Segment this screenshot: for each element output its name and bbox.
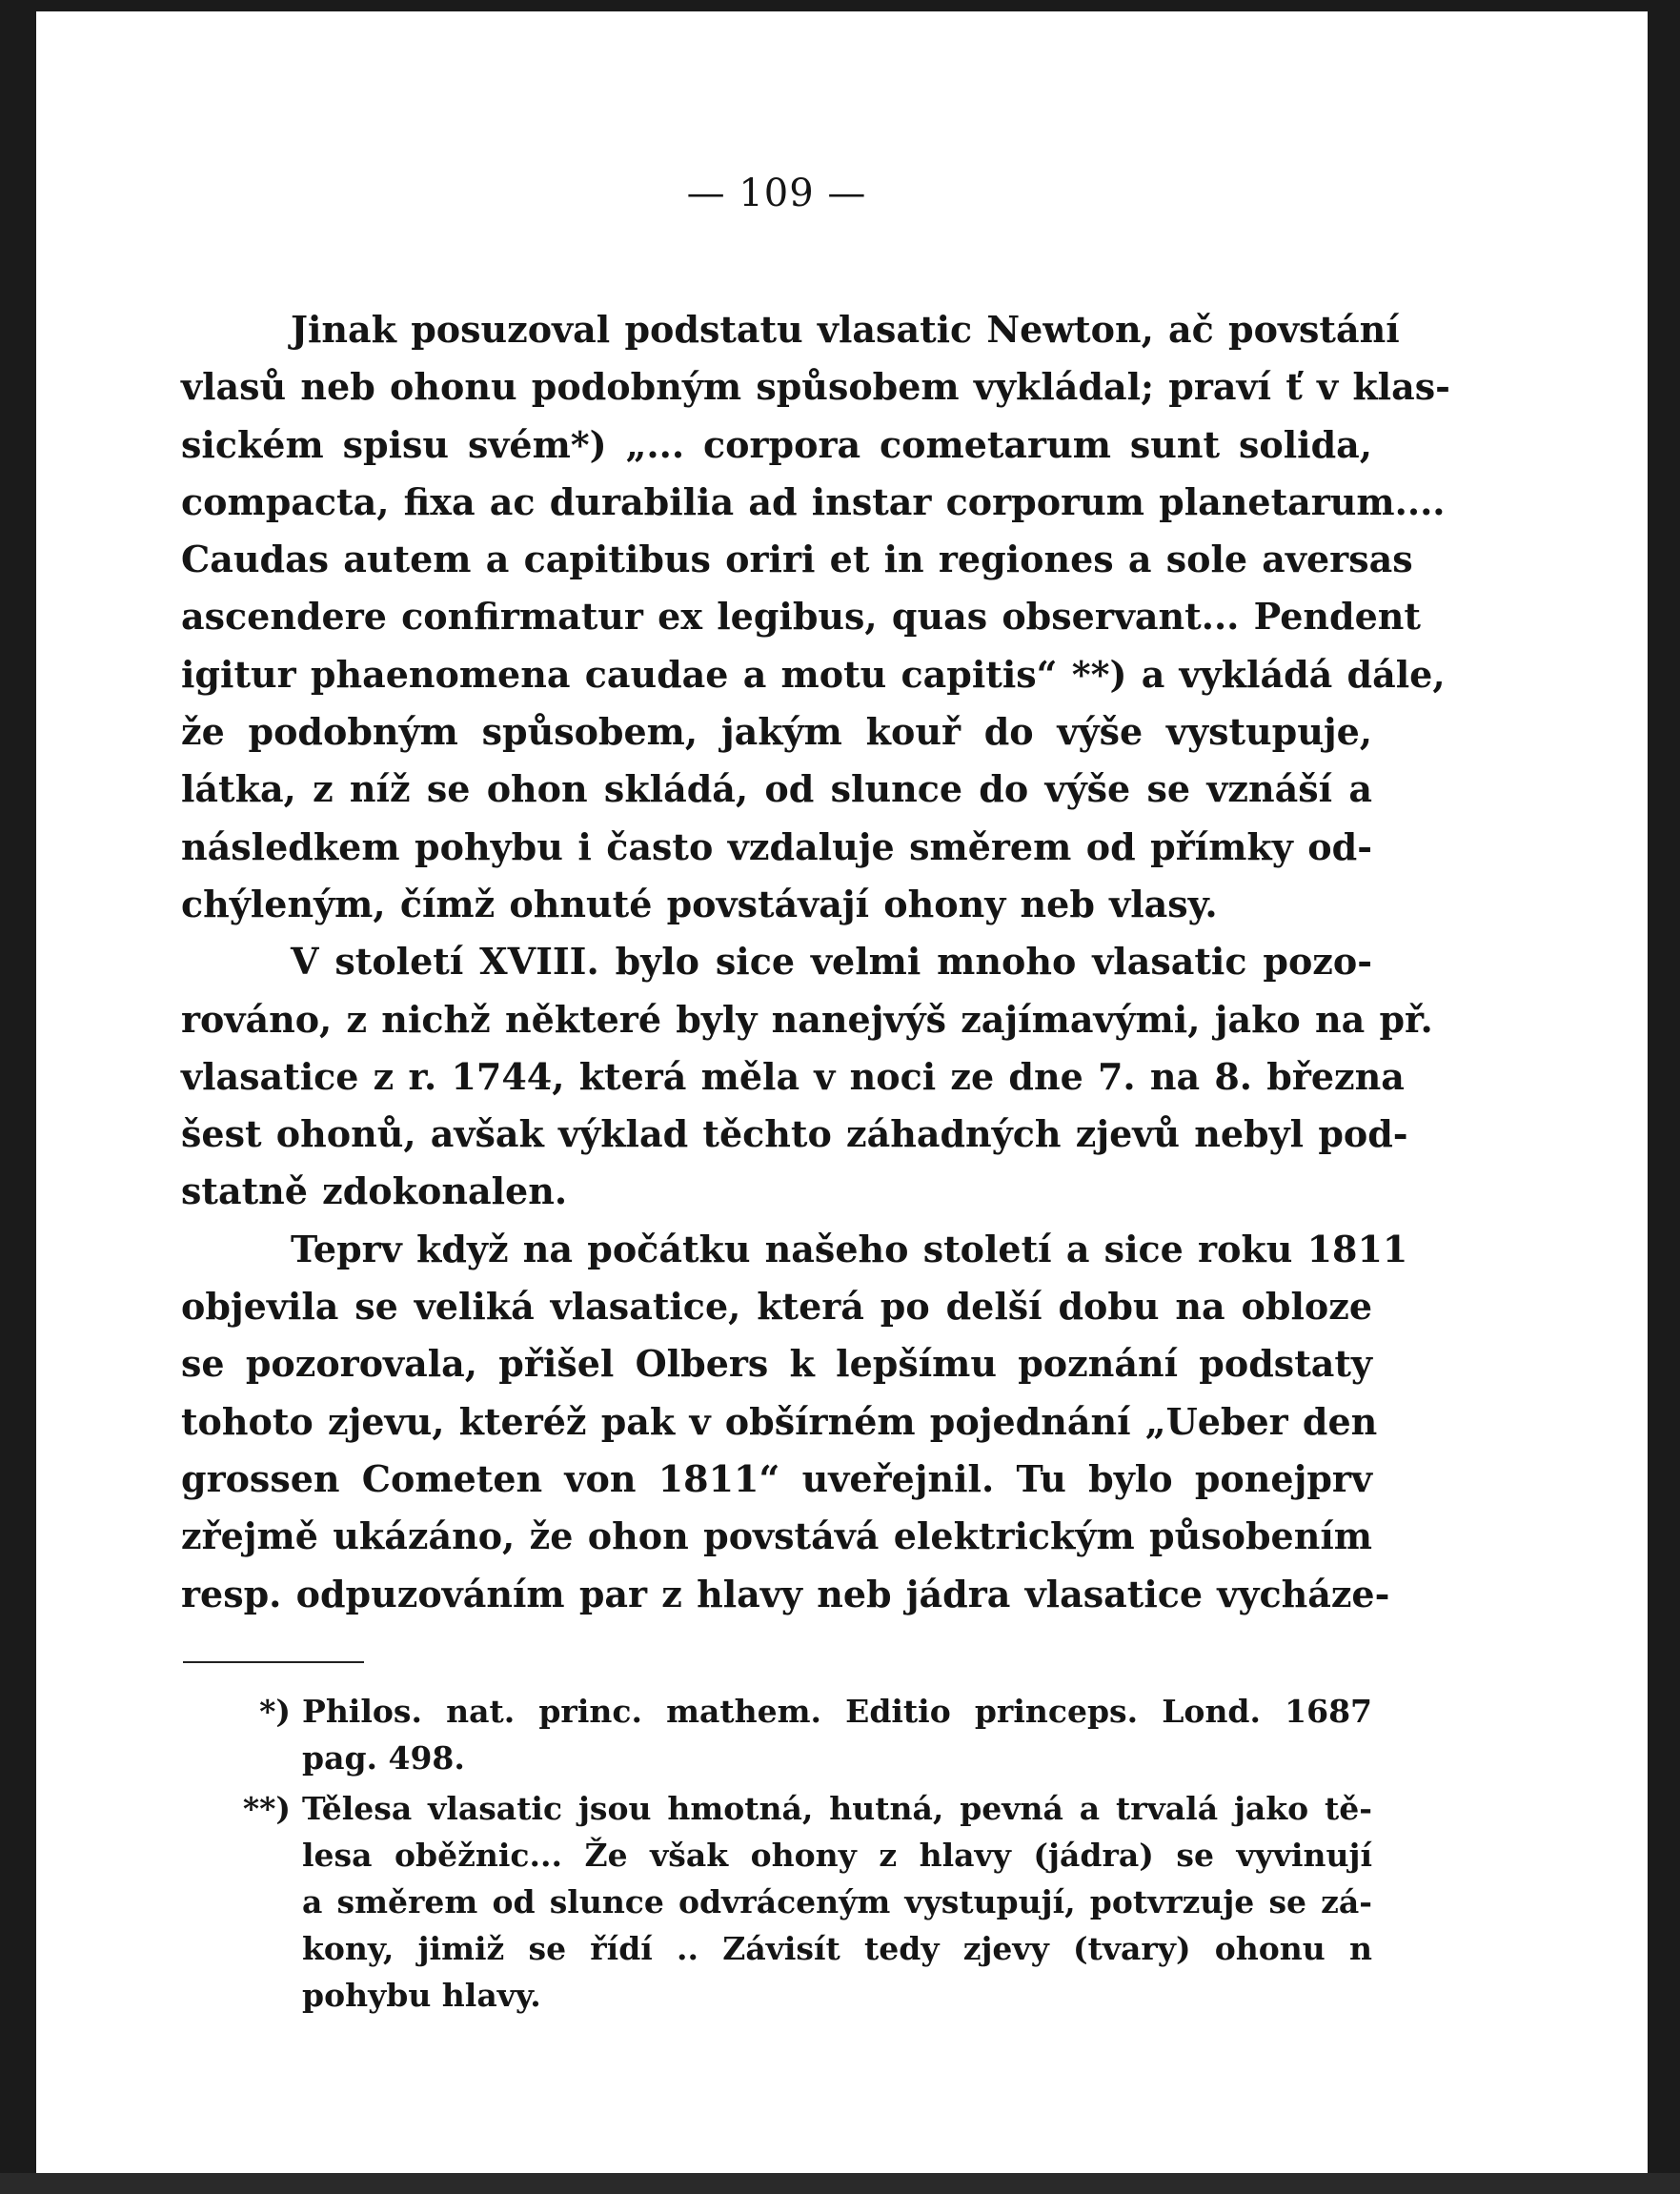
text-line: Teprv když na počátku našeho století a sice roku 1811: [291, 1227, 1408, 1270]
text-line: lesa oběžnic... Že však ohony z hlavy (jádra) se vyvinují: [302, 1836, 1372, 1874]
scan-border-bottom: [0, 2173, 1680, 2194]
text-line: grossen Cometen von 1811“ uveřejnil. Tu bylo ponejprv: [181, 1456, 1372, 1500]
text-line: sickém spisu svém*) „... corpora cometarum sunt solida,: [181, 422, 1372, 466]
footnote-marker: *): [259, 1692, 291, 1730]
text-line: Philos. nat. princ. mathem. Editio princeps. Lond. 1687: [302, 1692, 1372, 1730]
text-line: následkem pohybu i často vzdaluje směrem od přímky od-: [181, 824, 1372, 868]
text-line: že podobným spůsobem, jakým kouř do výše vystupuje,: [181, 710, 1372, 754]
text-line: vlasů neb ohonu podobným spůsobem vykládal; praví ť v klas-: [181, 365, 1450, 409]
text-line: chýleným, čímž ohnuté povstávají ohony neb vlasy.: [181, 882, 1218, 925]
text-line: vlasatice z r. 1744, která měla v noci ze dne 7. na 8. března: [181, 1054, 1405, 1098]
text-line: rováno, z nichž některé byly nanejvýš zajímavými, jako na př.: [181, 997, 1433, 1041]
text-line: objevila se veliká vlasatice, která po delší dobu na obloze: [181, 1285, 1372, 1329]
text-line: V století XVIII. bylo sice velmi mnoho vlasatic pozo-: [291, 940, 1372, 984]
text-line: šest ohonů, avšak výklad těchto záhadných zjevů nebyl pod-: [181, 1112, 1408, 1156]
text-line: resp. odpuzováním par z hlavy neb jádra vlasatice vycháze-: [181, 1572, 1390, 1615]
footnote-divider: [183, 1661, 364, 1663]
text-line: igitur phaenomena caudae a motu capitis“ **) a vykládá dále,: [181, 652, 1446, 696]
footnote-1: [181, 1688, 1372, 1781]
text-line: statně zdokonalen.: [181, 1169, 568, 1213]
footnotes: [181, 1688, 1372, 2019]
footnote-text: [302, 1688, 1372, 1781]
text-line: látka, z níž se ohon skládá, od slunce do výše se vznáší a: [181, 767, 1372, 811]
footnote-2: [181, 1785, 1372, 2019]
text-line: Caudas autem a capitibus oriri et in regiones a sole aversas: [181, 538, 1413, 581]
text-line: Jinak posuzoval podstatu vlasatic Newton, ač povstání: [291, 308, 1400, 351]
text-line: pag. 498.: [302, 1738, 465, 1777]
text-line: compacta, fixa ac durabilia ad instar corporum planetarum....: [181, 479, 1446, 523]
scan-border-left: [0, 0, 36, 2194]
scan-border-top: [0, 0, 1680, 11]
text-line: a směrem od slunce odvráceným vystupují, potvrzuje se zá-: [302, 1882, 1372, 1920]
paragraph-1: [181, 301, 1450, 933]
page-number: — 109 —: [686, 172, 867, 215]
page-content: [181, 172, 1450, 2022]
text-line: kony, jimiž se řídí .. Závisít tedy zjevy (tvary) ohonu n: [302, 1929, 1372, 1967]
text-line: pohybu hlavy.: [302, 1976, 541, 2014]
footnote-marker: **): [242, 1789, 291, 1827]
scan-border-right: [1648, 0, 1680, 2194]
text-line: zřejmě ukázáno, že ohon povstává elektrickým působením: [181, 1514, 1372, 1558]
paragraph-2: [181, 933, 1433, 1220]
text-line: Tělesa vlasatic jsou hmotná, hutná, pevná a trvalá jako tě-: [302, 1789, 1372, 1827]
text-line: ascendere confirmatur ex legibus, quas observant... Pendent: [181, 595, 1421, 639]
footnote-text: [302, 1785, 1372, 2019]
paragraph-3: [181, 1221, 1408, 1623]
text-line: se pozorovala, přišel Olbers k lepšímu poznání podstaty: [181, 1342, 1372, 1386]
text-line: tohoto zjevu, kteréž pak v obšírném pojednání „Ueber den: [181, 1399, 1378, 1443]
